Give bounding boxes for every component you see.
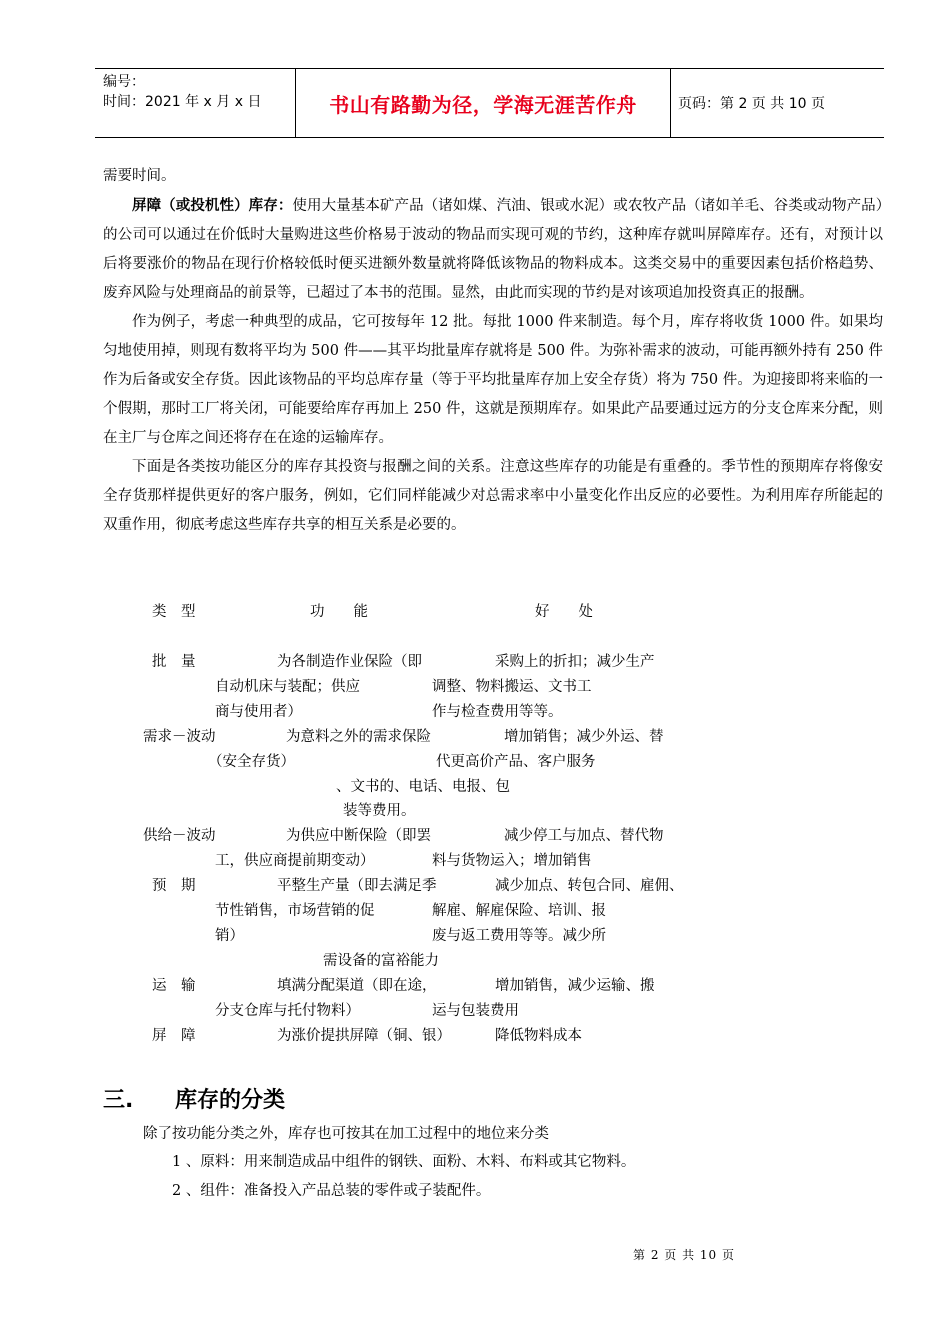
section-item-1: 1 、原料：用来制造成品中组件的钢铁、面粉、木料、布料或其它物料。 <box>172 1154 636 1170</box>
paragraph-relations: 下面是各类按功能区分的库存其投资与报酬之间的关系。注意这些库存的功能是有重叠的。季节性的预期库存将像安全存货那样提供更好的客户服务，例如，它们同样能减少对总需求率中小量变化作出反应的必要性。为利用库存所能起的双重作用，彻底考虑这些库存共享的相互关系是必要的。 <box>103 459 883 533</box>
section-title: 库存的分类 <box>175 1088 286 1113</box>
table-cell: 批 量 <box>152 654 196 670</box>
motto: 书山有路勤为径，学海无涯苦作舟 <box>329 92 637 117</box>
page-label: 页码：第 2 页 共 10 页 <box>678 96 825 112</box>
number-label: 编号： <box>103 74 145 90</box>
table-cell: 为各制造作业保险（即 <box>277 654 422 670</box>
table-cell: 屏 障 <box>152 1028 196 1044</box>
time-label: 时间：2021 年 x 月 x 日 <box>103 94 262 110</box>
table-cell: 采购上的折扣；减少生产 <box>495 654 655 670</box>
table-cell: 分支仓库与托付物料） <box>215 1003 360 1019</box>
table-cell: 填满分配渠道（即在途， <box>277 978 437 994</box>
section-heading <box>103 1083 285 1114</box>
paragraph-example: 作为例子，考虑一种典型的成品，它可按每年 12 批。每批 1000 件来制造。每个月，库存将收货 1000 件。如果均匀地使用掉，则现有数将平均为 500 件——其平均批量库存就将是 500 件。为弥补需求的波动，可能再额外持有 250 件作为后备或安全存货。因此该物品的平均总库存量（等于平均批量库存加上安全存货）将为 750 件。为迎接即将来临的一个假期，那时工厂将关闭，可能要给库存再加上 250 件，这就是预期库存。如果此产品要通过远方的分支仓库来分配，则在主厂与仓库之间还将存在在途的运输库存。 <box>103 314 883 446</box>
table-cell: 料与货物运入；增加销售 <box>432 853 592 869</box>
table-cell: 减少加点、转包合同、雇佣、 <box>495 878 684 894</box>
table-cell: 运 输 <box>152 978 196 994</box>
table-cell: 为涨价提拱屏障（铜、银） <box>277 1028 451 1044</box>
body-paragraphs <box>103 162 883 540</box>
table-cell: 装等费用。 <box>343 803 416 819</box>
table-cell: 解雇、解雇保险、培训、报 <box>432 903 606 919</box>
table-cell: 工，供应商提前期变动） <box>215 853 375 869</box>
table-cell: 降低物料成本 <box>495 1028 582 1044</box>
table-cell: 减少停工与加点、替代物 <box>504 828 664 844</box>
page-header <box>95 68 884 138</box>
header-page-cell <box>670 69 884 137</box>
table-cell: 、文书的、电话、电报、包 <box>336 779 510 795</box>
table-cell: 节性销售，市场营销的促 <box>215 903 375 919</box>
paragraph-hedge <box>103 191 883 308</box>
header-left-cell <box>95 69 295 137</box>
table-cell: （安全存货） <box>208 754 295 770</box>
paragraph-hedge-text: 使用大量基本矿产品（诸如煤、汽油、银或水泥）或农牧产品（诸如羊毛、谷类或动物产品）的公司可以通过在价低时大量购进这些价格易于波动的物品而实现可观的节约，这种库存就叫屏障库存。还有，对预计以后将要涨价的物品在现行价格较低时便买进额外数量就将降低该物品的物料成本。这类交易中的重要因素包括价格趋势、废弃风险与处理商品的前景等，已超过了本书的范围。显然，由此而实现的节约是对该项追加投资真正的报酬。 <box>103 198 884 301</box>
table-cell: 自动机床与装配；供应 <box>215 679 360 695</box>
table-header-function: 功 能 <box>310 604 368 620</box>
table-cell: 供给－波动 <box>143 828 216 844</box>
section-intro: 除了按功能分类之外，库存也可按其在加工过程中的地位来分类 <box>143 1126 549 1142</box>
paragraph-hedge-term: 屏障（或投机性）库存： <box>132 197 293 214</box>
table-cell: 调整、物料搬运、文书工 <box>432 679 592 695</box>
page-footer: 第 2 页 共 10 页 <box>633 1248 735 1262</box>
table-cell: 废与返工费用等等。减少所 <box>432 928 606 944</box>
table-cell: 代更高价产品、客户服务 <box>436 754 596 770</box>
table-cell: 需求－波动 <box>143 729 216 745</box>
table-cell: 平整生产量（即去满足季 <box>277 878 437 894</box>
table-cell: 增加销售，减少运输、搬 <box>495 978 655 994</box>
table-cell: 运与包装费用 <box>432 1003 519 1019</box>
paragraph-0: 需要时间。 <box>103 168 176 184</box>
table-cell: 销） <box>215 928 244 944</box>
table-cell: 需设备的富裕能力 <box>323 953 439 969</box>
table-header-type: 类 型 <box>152 604 196 620</box>
header-motto-cell <box>295 69 671 137</box>
table-cell: 为意料之外的需求保险 <box>286 729 431 745</box>
table-header-benefit: 好 处 <box>535 604 593 620</box>
section-number: 三. <box>103 1088 134 1113</box>
table-cell: 作与检查费用等等。 <box>432 704 563 720</box>
table-cell: 预 期 <box>152 878 196 894</box>
table-cell: 增加销售；减少外运、替 <box>504 729 664 745</box>
table-cell: 商与使用者） <box>215 704 302 720</box>
section-item-2: 2 、组件：准备投入产品总装的零件或子装配件。 <box>172 1183 491 1199</box>
table-cell: 为供应中断保险（即罢 <box>286 828 431 844</box>
